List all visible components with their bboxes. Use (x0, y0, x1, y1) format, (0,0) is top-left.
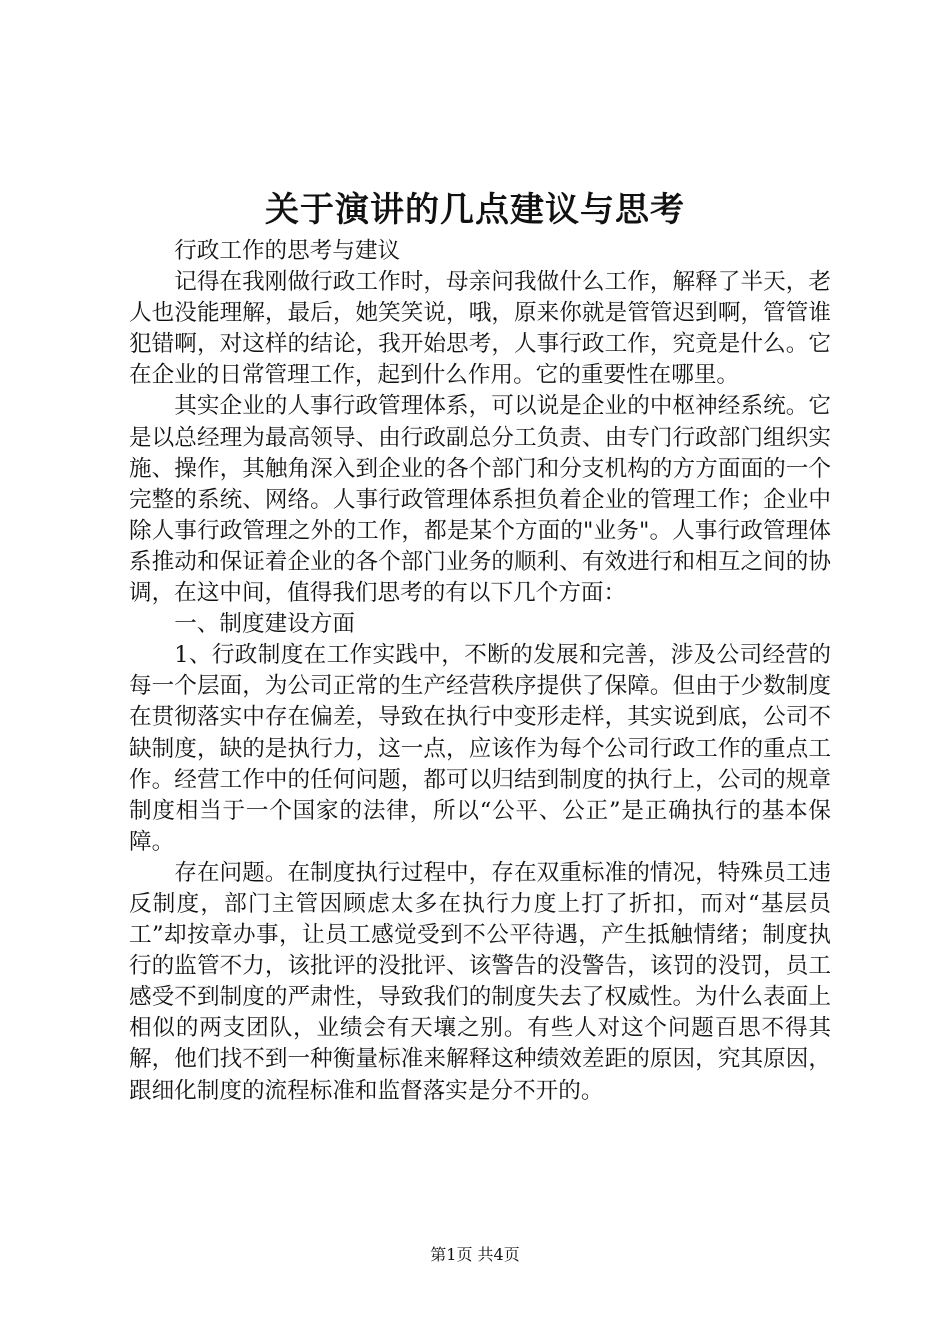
paragraph-existing-problems: 存在问题。在制度执行过程中，存在双重标准的情况，特殊员工违反制度，部门主管因顾虑太多在执行力度上打了折扣，而对“基层员工”却按章办事，让员工感觉受到不公平待遇，产生抵触情绪；制度执行的监管不力，该批评的没批评、该警告的没警告，该罚的没罚，员工感受不到制度的严肃性，导致我们的制度失去了权威性。为什么表面上相似的两支团队，业绩会有天壤之别。有些人对这个问题百思不得其解，他们找不到一种衡量标准来解释这种绩效差距的原因，究其原因，跟细化制度的流程标准和监督落实是分不开的。 (129, 859, 831, 1104)
paragraph-subtitle: 行政工作的思考与建议 (174, 238, 401, 264)
paragraph-intro: 记得在我刚做行政工作时，母亲问我做什么工作，解释了半天，老人也没能理解，最后，她笑笑说，哦，原来你就是管管迟到啊，管管谁犯错啊，对这样的结论，我开始思考，人事行政工作，究竟是什么。它在企业的日常管理工作，起到什么作用。它的重要性在哪里。 (129, 269, 831, 389)
document-title: 关于演讲的几点建议与思考 (265, 190, 685, 230)
section-heading-system-building: 一、制度建设方面 (174, 611, 355, 638)
page-number-footer: 第1页 共4页 (430, 1245, 520, 1264)
document-body (129, 236, 831, 1107)
paragraph-point-one: 1、行政制度在工作实践中，不断的发展和完善，涉及公司经营的每一个层面，为公司正常的生产经营秩序提供了保障。但由于少数制度在贯彻落实中存在偏差，导致在执行中变形走样，其实说到底，公司不缺制度，缺的是执行力，这一点，应该作为每个公司行政工作的重点工作。经营工作中的任何问题，都可以归结到制度的执行上，公司的规章制度相当于一个国家的法律，所以“公平、公正”是正确执行的基本保障。 (129, 642, 831, 855)
paragraph-management-system: 其实企业的人事行政管理体系，可以说是企业的中枢神经系统。它是以总经理为最高领导、由行政副总分工负责、由专门行政部门组织实施、操作，其触角深入到企业的各个部门和分支机构的方方面面的一个完整的系统、网络。人事行政管理体系担负着企业的管理工作；企业中除人事行政管理之外的工作，都是某个方面的"业务"。人事行政管理体系推动和保证着企业的各个部门业务的顺利、有效进行和相互之间的协调，在这中间，值得我们思考的有以下几个方面： (129, 393, 831, 607)
